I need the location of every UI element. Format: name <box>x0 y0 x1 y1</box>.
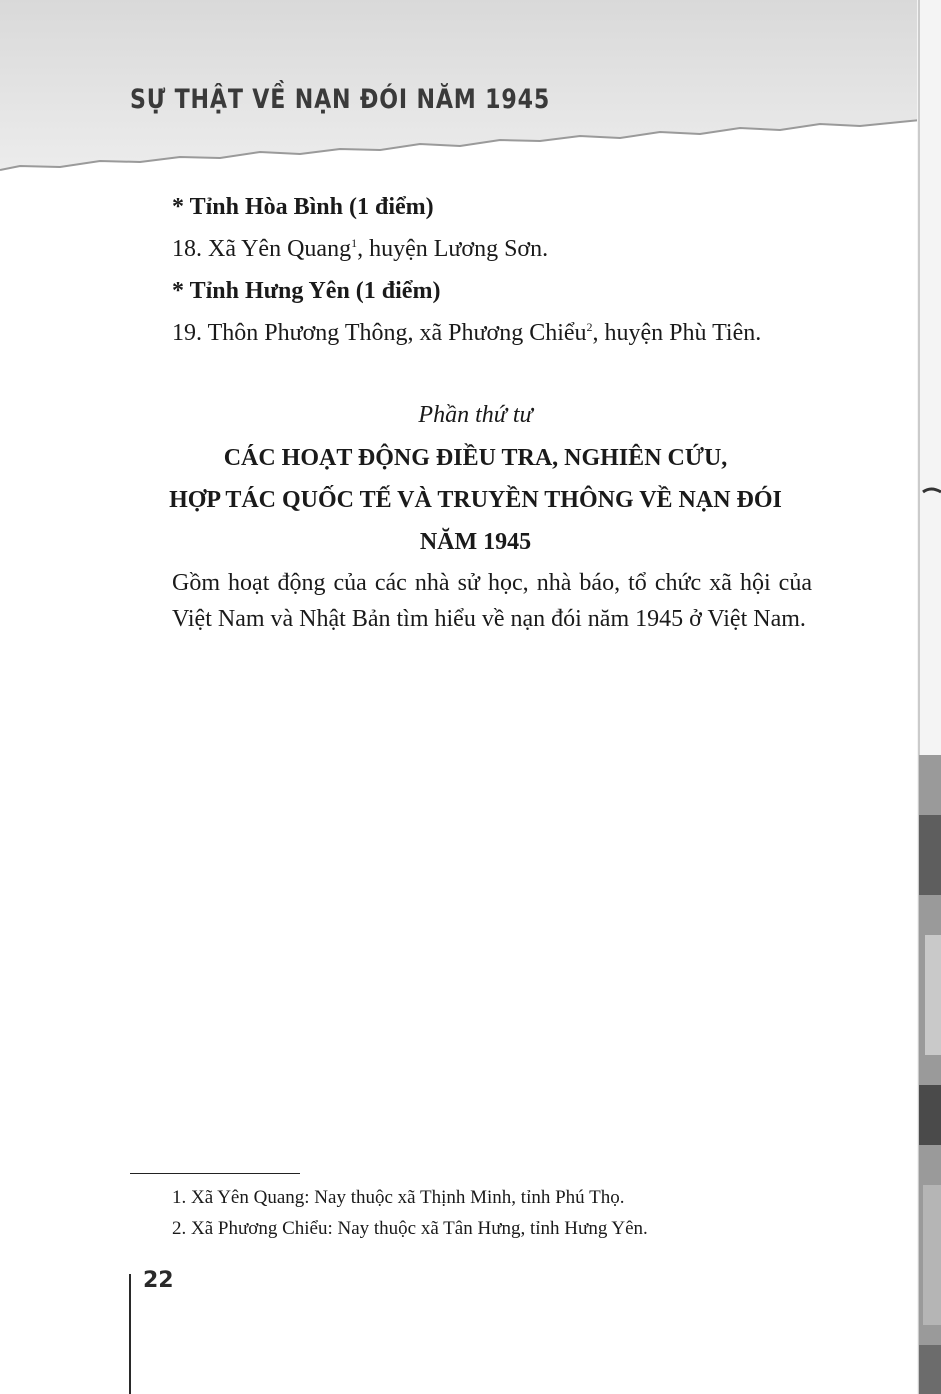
paragraph-text: Gồm hoạt động của các nhà sử học, nhà báo, tổ chức xã hội của Việt Nam và Nhật Bản tìm hiểu về nạn đói năm 1945 ở Việt Nam. <box>172 570 812 632</box>
province-heading-hoa-binh: * Tỉnh Hòa Bình (1 điểm) <box>172 194 434 220</box>
adjacent-page-photo <box>919 755 941 1394</box>
list-item-19 <box>172 318 761 348</box>
page-number-bar <box>129 1274 131 1394</box>
footnote-divider <box>130 1173 300 1174</box>
footnote-ref-1: 1 <box>351 236 358 250</box>
footnote-1: 1. Xã Yên Quang: Nay thuộc xã Thịnh Minh, tỉnh Phú Thọ. <box>172 1187 625 1208</box>
province-heading-hung-yen: * Tỉnh Hưng Yên (1 điểm) <box>172 278 441 304</box>
section-heading-line-1: CÁC HOẠT ĐỘNG ĐIỀU TRA, NGHIÊN CỨU, <box>223 445 728 471</box>
list-item-19-suffix: , huyện Phù Tiên. <box>592 320 762 346</box>
section-heading-line-2: HỢP TÁC QUỐC TẾ VÀ TRUYỀN THÔNG VỀ NẠN ĐÓI <box>169 487 782 513</box>
page-number: 22 <box>143 1268 174 1293</box>
list-item-19-text: 19. Thôn Phương Thông, xã Phương Chiểu <box>172 320 587 346</box>
footnote-ref-2: 2 <box>586 320 593 334</box>
section-heading-line-3: NĂM 1945 <box>419 529 532 555</box>
list-item-18-suffix: , huyện Lương Sơn. <box>357 236 549 262</box>
list-item-18 <box>172 234 548 264</box>
footnote-2: 2. Xã Phương Chiểu: Nay thuộc xã Tân Hưng, tỉnh Hưng Yên. <box>172 1218 648 1239</box>
running-title: SỰ THẬT VỀ NẠN ĐÓI NĂM 1945 <box>130 84 551 115</box>
section-paragraph <box>172 565 812 637</box>
list-item-18-text: 18. Xã Yên Quang <box>172 236 352 262</box>
part-label: Phần thứ tư <box>418 402 533 428</box>
